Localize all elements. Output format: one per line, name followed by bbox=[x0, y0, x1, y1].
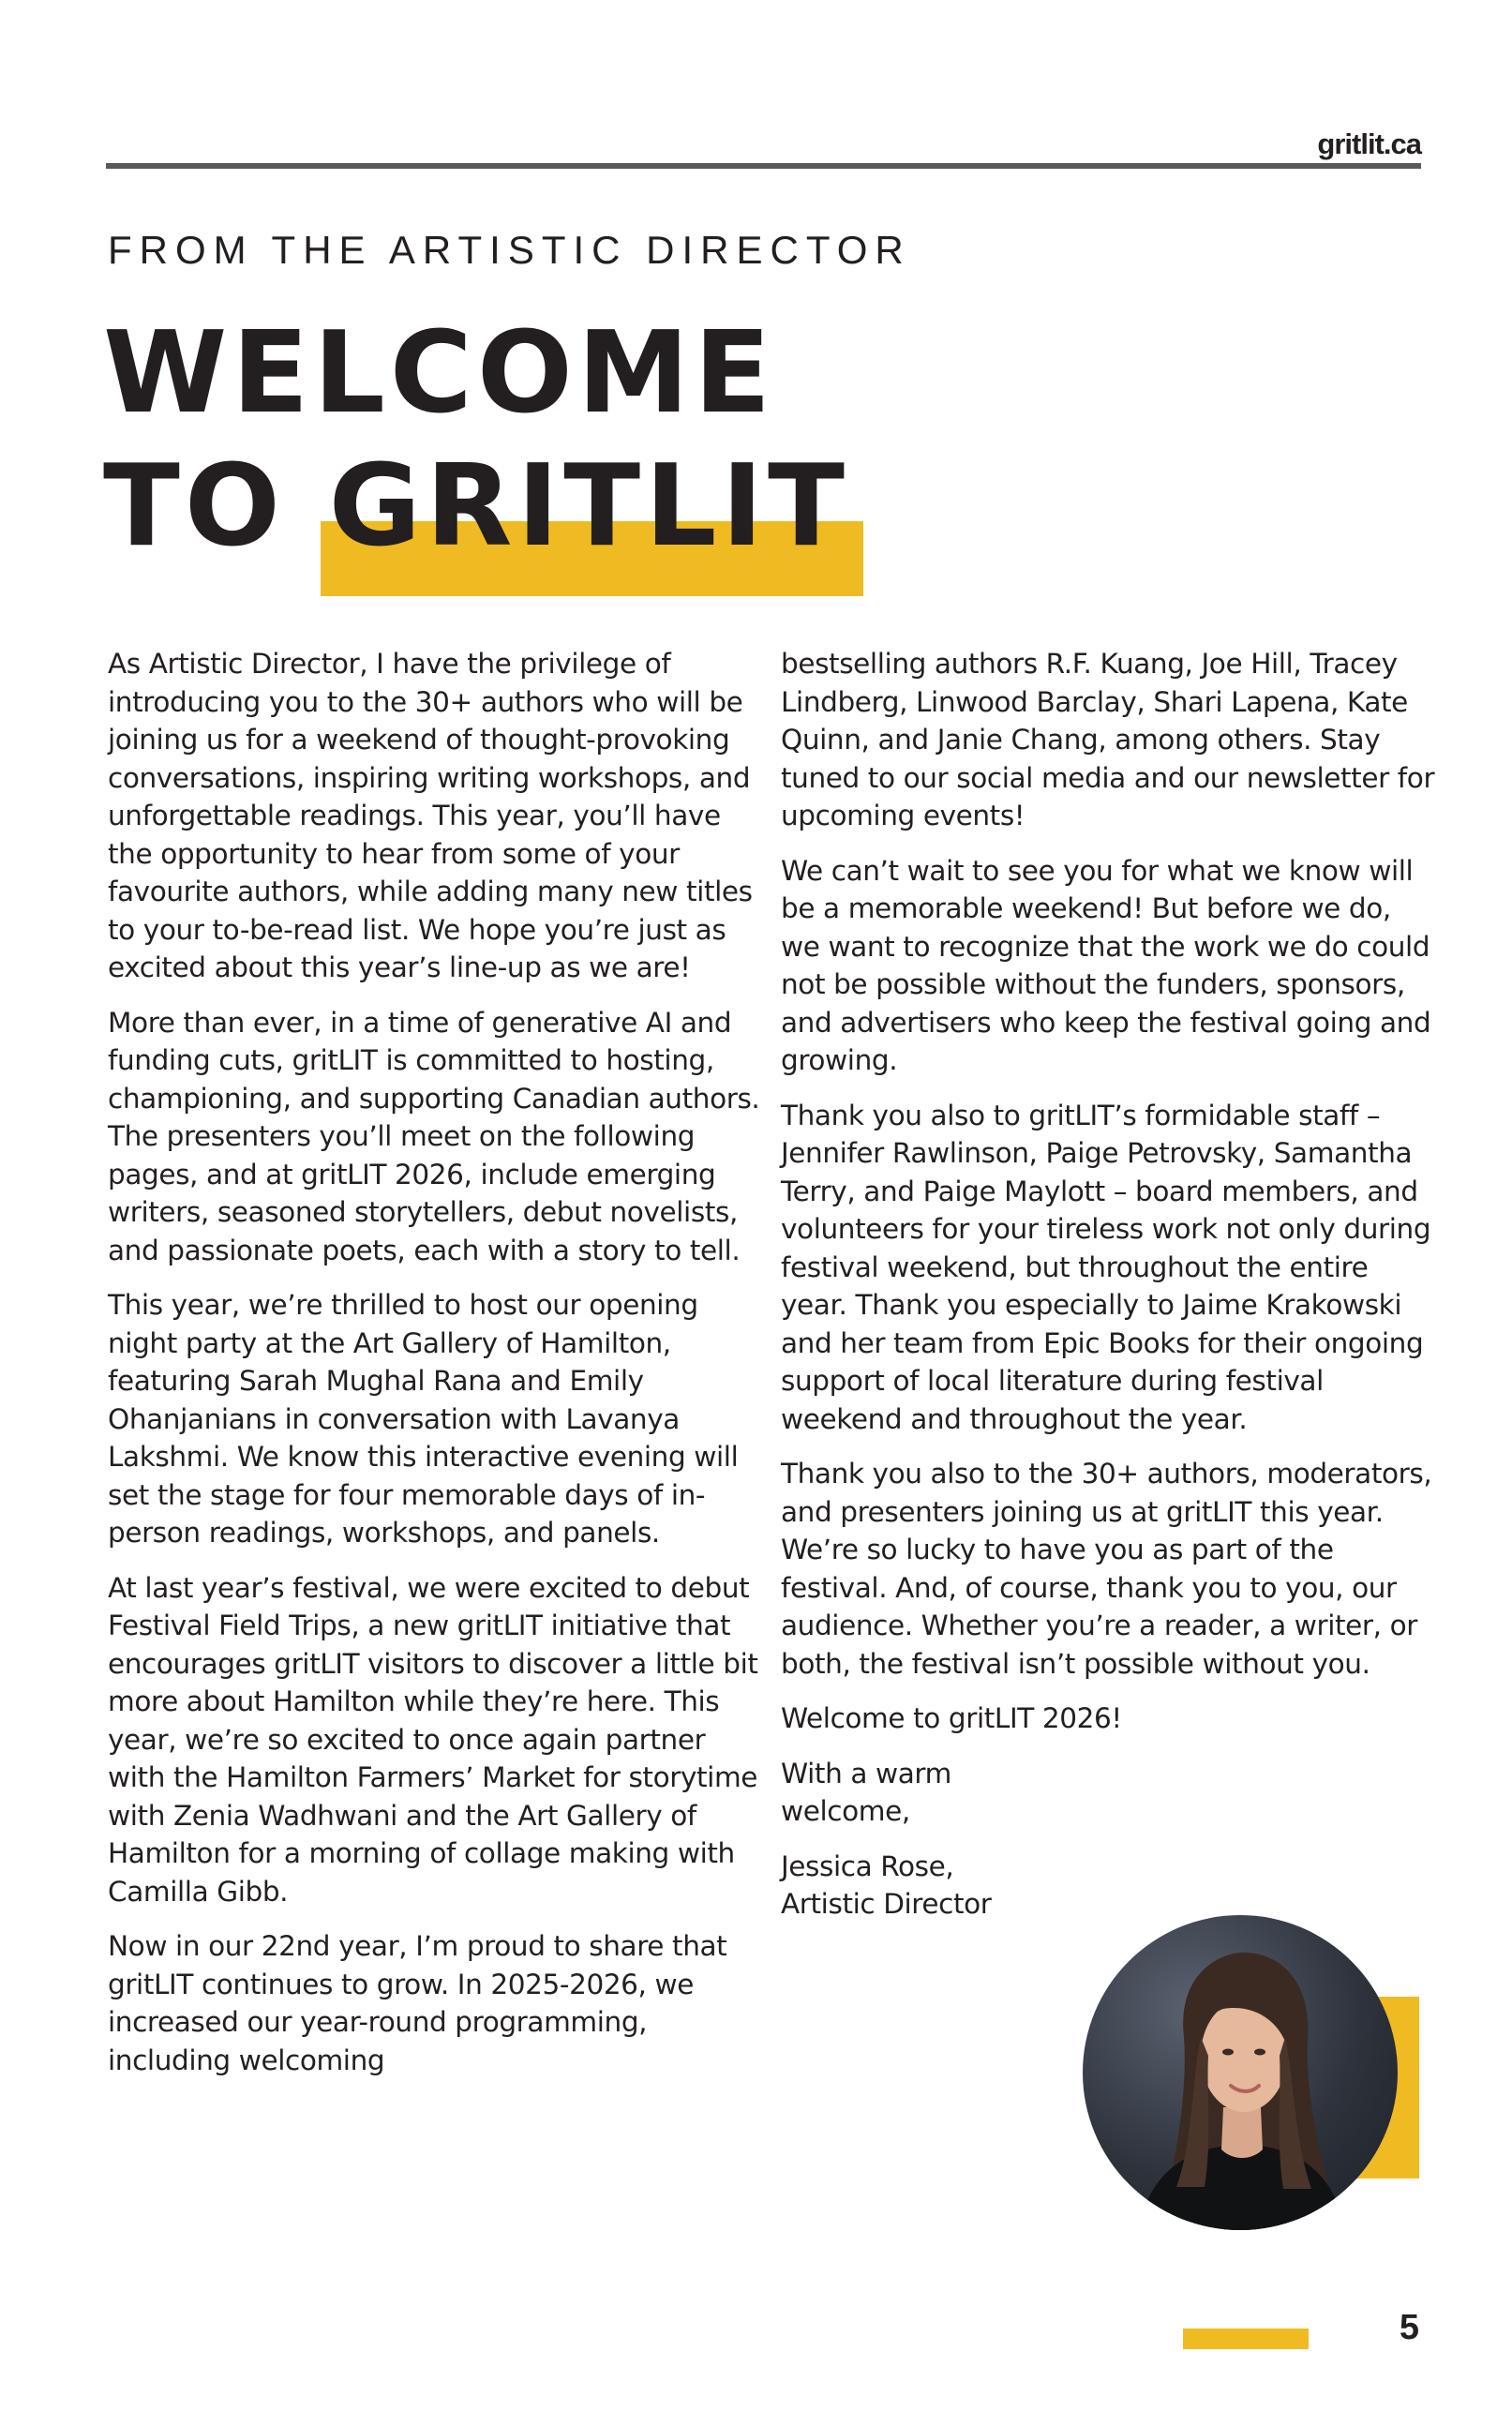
site-url: gritlit.ca bbox=[1317, 127, 1421, 160]
page-number: 5 bbox=[1399, 2308, 1419, 2347]
body-paragraph: This year, we’re thrilled to host our opening night party at the Art Gallery of Hamilton, featuring Sarah Mughal Rana and Emily Ohanjanians in conversation with Lavanya Lakshmi. We know this interactive evening will set the stage for four memorable days of in-person readings, workshops, and panels. bbox=[108, 1289, 739, 1549]
right-column bbox=[781, 645, 1437, 1940]
signoff-role: Artistic Director bbox=[781, 1888, 992, 1920]
author-portrait bbox=[1083, 1915, 1398, 2230]
left-column bbox=[108, 645, 764, 2096]
signoff-signature bbox=[781, 1848, 1437, 1924]
body-paragraph: Now in our 22nd year, I’m proud to share that gritLIT continues to grow. In 2025-2026, we increased our year-round programming, including welcoming bbox=[108, 1930, 727, 2076]
page-title bbox=[103, 307, 849, 574]
signoff-greeting bbox=[781, 1755, 1437, 1831]
section-kicker: FROM THE ARTISTIC DIRECTOR bbox=[108, 228, 911, 272]
portrait-illustration bbox=[1083, 1915, 1398, 2230]
body-paragraph: bestselling authors R.F. Kuang, Joe Hill, Tracey Lindberg, Linwood Barclay, Shari Lapena, Kate Quinn, and Janie Chang, among others. Stay tuned to our social media and our newsletter for upcoming events! bbox=[781, 648, 1435, 831]
body-paragraph: Welcome to gritLIT 2026! bbox=[781, 1702, 1122, 1734]
body-paragraph: More than ever, in a time of generative AI and funding cuts, gritLIT is committed to hosting, championing, and supporting Canadian authors. The presenters you’ll meet on the following pages, and at gritLIT 2026, include emerging writers, seasoned storytellers, debut novelists, and passionate poets, each with a story to tell. bbox=[108, 1006, 760, 1266]
body-paragraph: At last year’s festival, we were excited to debut Festival Field Trips, a new gritLIT initiative that encourages gritLIT visitors to discover a little bit more about Hamilton while they’re here. This year, we’re so excited to once again partner with the Hamilton Farmers’ Market for storytime with Zenia Wadhwani and the Art Gallery of Hamilton for a morning of collage making with Camilla Gibb. bbox=[108, 1571, 758, 1908]
signoff-name: Jessica Rose, bbox=[781, 1849, 954, 1882]
body-paragraph: Thank you also to the 30+ authors, moderators, and presenters joining us at gritLIT this year. We’re so lucky to have you as part of the festival. And, of course, thank you to you, our audience. Whether you’re a reader, a writer, or both, the festival isn’t possible without you. bbox=[781, 1458, 1432, 1680]
title-line-2: TO GRITLIT bbox=[103, 442, 850, 572]
body-paragraph: Thank you also to gritLIT’s formidable staff – Jennifer Rawlinson, Paige Petrovsky, Samantha Terry, and Paige Maylott – board members, and volunteers for your tireless work not only during festival weekend, but throughout the entire year. Thank you especially to Jaime Krakowski and her team from Epic Books for their ongoing support of local literature during festival weekend and throughout the year. bbox=[781, 1099, 1431, 1435]
body-paragraph: As Artistic Director, I have the privilege of introducing you to the 30+ authors who will be joining us for a weekend of thought-provoking conversations, inspiring writing workshops, and unforgettable readings. This year, you’ll have the opportunity to hear from some of your favourite authors, while adding many new titles to your to-be-read list. We hope you’re just as excited about this year’s line-up as we are! bbox=[108, 648, 753, 983]
header-rule bbox=[106, 163, 1421, 169]
body-paragraph: We can’t wait to see you for what we know will be a memorable weekend! But before we do, we want to recognize that the work we do could not be possible without the funders, sponsors, and advertisers who keep the festival going and growing. bbox=[781, 854, 1431, 1076]
signoff-line-1: With a warm bbox=[781, 1757, 951, 1790]
footer-accent-bar bbox=[1183, 2329, 1309, 2349]
signoff-line-2: welcome, bbox=[781, 1795, 910, 1827]
title-line-1: WELCOME bbox=[103, 308, 776, 439]
